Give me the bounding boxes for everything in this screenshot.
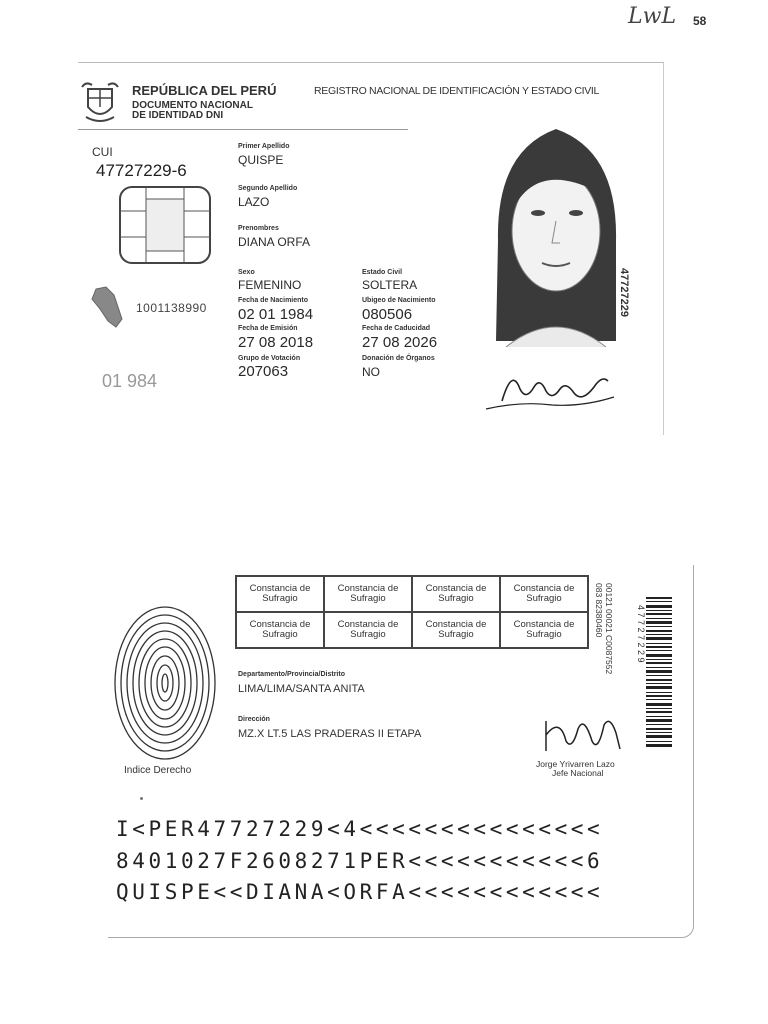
serial-number: 1001138990 (136, 301, 207, 315)
direccion-value: MZ.X LT.5 LAS PRADERAS II ETAPA (238, 728, 422, 740)
ubigeo-value: 080506 (362, 306, 413, 323)
segundo-apellido-value: LAZO (238, 195, 270, 209)
mrz-line-1: I<PER47727229<4<<<<<<<<<<<<<<< (116, 817, 604, 841)
estado-civil-label: Estado Civil (362, 269, 403, 276)
sufragio-cell: Constancia de Sufragio (236, 612, 324, 648)
chip-icon (118, 185, 212, 265)
mrz-line-2: 8401027F2608271PER<<<<<<<<<<<6 (116, 849, 604, 873)
donacion-label: Donación de Órganos (362, 355, 435, 362)
dni-front-card (78, 62, 664, 435)
fecha-caducidad-value: 27 08 2026 (362, 334, 438, 351)
segundo-apellido-label: Segundo Apellido (238, 185, 298, 192)
fecha-emision-label: Fecha de Emisión (238, 325, 298, 332)
fecha-caducidad-label: Fecha de Caducidad (362, 325, 431, 332)
sufragio-cell: Constancia de Sufragio (324, 612, 412, 648)
sexo-value: FEMENINO (238, 278, 302, 292)
jefe-name: Jorge Yrivarren Lazo (536, 759, 615, 769)
indice-label: Indice Derecho (124, 765, 192, 776)
mrz-line-3: QUISPE<<DIANA<ORFA<<<<<<<<<<<< (116, 880, 604, 904)
small-dot (140, 797, 143, 800)
header-divider (78, 129, 408, 130)
departamento-value: LIMA/LIMA/SANTA ANITA (238, 683, 365, 695)
sufragio-cell: Constancia de Sufragio (500, 576, 588, 612)
sufragio-cell: Constancia de Sufragio (412, 612, 500, 648)
documento-line1: DOCUMENTO NACIONAL (132, 100, 253, 111)
primer-apellido-value: QUISPE (238, 153, 284, 167)
sufragio-grid (235, 575, 589, 649)
sufragio-cell: Constancia de Sufragio (236, 576, 324, 612)
barcode-image (646, 597, 672, 749)
prenombres-value: DIANA ORFA (238, 235, 311, 249)
registro-title: REGISTRO NACIONAL DE IDENTIFICACIÓN Y ESTADO CIVIL (314, 85, 600, 97)
grupo-votacion-value: 207063 (238, 363, 289, 380)
fecha-nacimiento-value: 02 01 1984 (238, 306, 314, 323)
vertical-dni-number: 47727229 (618, 268, 630, 317)
peru-map-icon (88, 285, 124, 331)
direccion-label: Dirección (238, 716, 270, 723)
sufragio-cell: Constancia de Sufragio (324, 576, 412, 612)
donacion-value: NO (362, 365, 380, 379)
fecha-emision-value: 27 08 2018 (238, 334, 314, 351)
prenombres-label: Prenombres (238, 225, 279, 232)
fingerprint-icon (110, 597, 220, 761)
ubigeo-label: Ubigeo de Nacimiento (362, 297, 436, 304)
portrait-photo (476, 121, 636, 347)
primer-apellido-label: Primer Apellido (238, 143, 290, 150)
grupo-votacion-label: Grupo de Votación (238, 355, 301, 362)
handwritten-initials: LwL (628, 4, 677, 29)
sexo-label: Sexo (238, 269, 255, 276)
cui-value: 47727229-6 (96, 161, 187, 180)
departamento-label: Departamento/Provincia/Distrito (238, 671, 345, 678)
barcode-text-1: 00121 00021 C0087552 (604, 583, 614, 675)
sufragio-cell: Constancia de Sufragio (500, 612, 588, 648)
page-number-annotation: 58 (693, 14, 707, 28)
documento-line2: DE IDENTIDAD DNI (132, 110, 224, 121)
dni-back-card (108, 565, 694, 938)
coat-of-arms-icon (80, 81, 120, 125)
barcode-number: 4 7 7 2 7 2 2 9 (636, 605, 646, 663)
signature-mark (482, 361, 620, 417)
jefe-signature-mark (540, 711, 626, 757)
jefe-title: Jefe Nacional (552, 768, 604, 778)
sufragio-cell: Constancia de Sufragio (412, 576, 500, 612)
estado-civil-value: SOLTERA (362, 278, 418, 292)
fecha-nacimiento-label: Fecha de Nacimiento (238, 297, 309, 304)
ghost-year: 01 984 (102, 371, 158, 391)
republica-title: REPÚBLICA DEL PERÚ (132, 83, 277, 98)
cui-label: CUI (92, 145, 113, 159)
barcode-text-2: 083 82380460 (594, 583, 604, 638)
